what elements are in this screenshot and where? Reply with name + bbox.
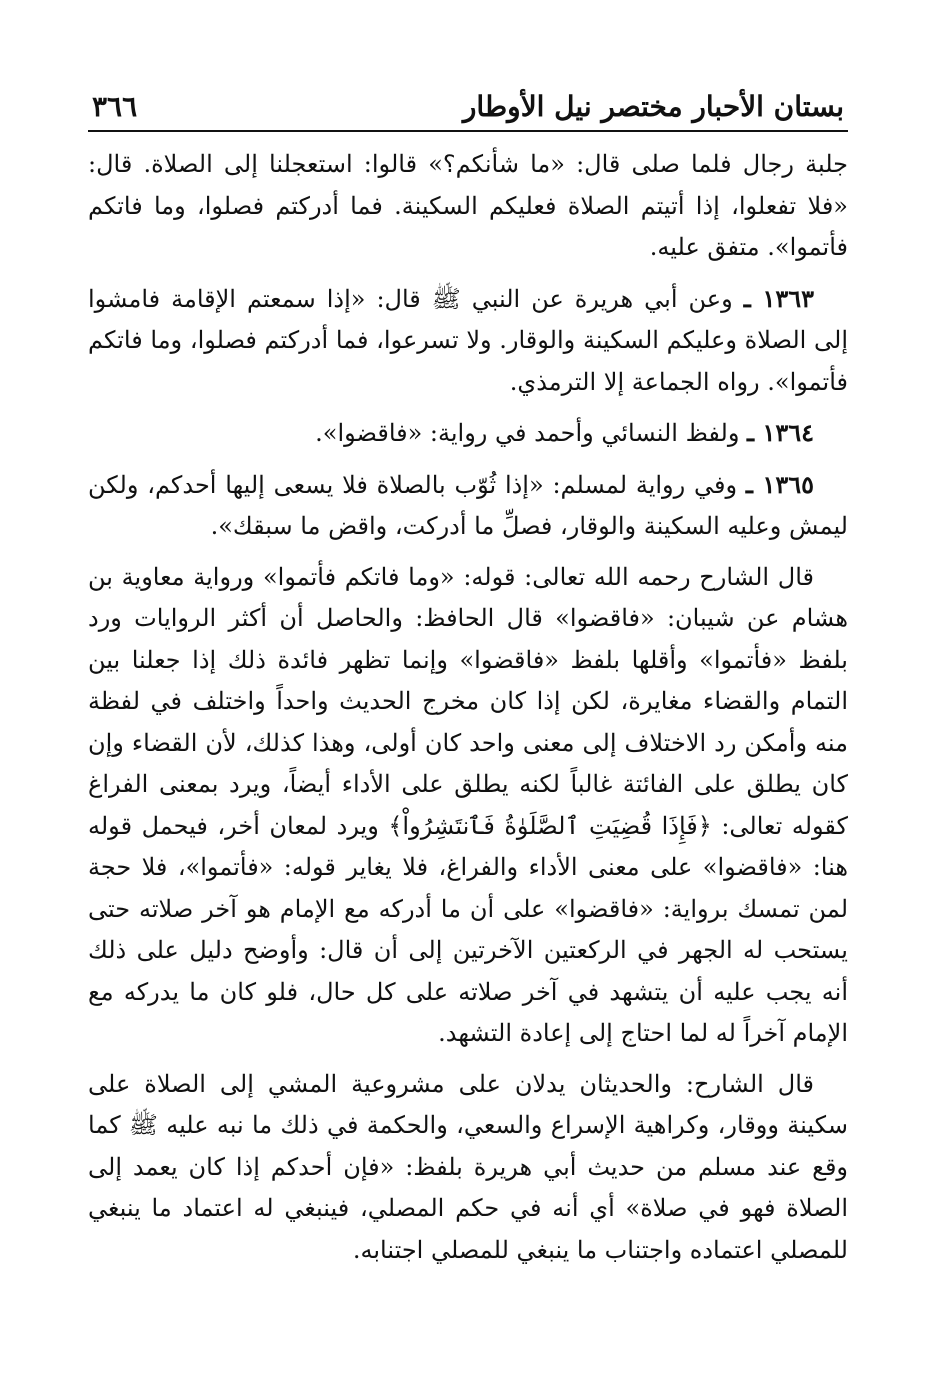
hadith-number: ١٣٦٣ ـ [743,283,815,313]
paragraph-text: جلبة رجال فلما صلى قال: «ما شأنكم؟» قالوا: استعجلنا إلى الصلاة. قال: «فلا تفعلوا، إذا أتيتم الصلاة فعليكم السكينة. فما أدركتم فصلوا، وما فاتكم فأتموا». متفق عليه. [88,150,848,261]
paragraph-text: قال الشارح: والحديثان يدلان على مشروعية المشي إلى الصلاة على سكينة ووقار، وكراهية الإسراع والسعي، والحكمة في ذلك ما نبه عليه ﷺ كما وقع عند مسلم من حديث أبي هريرة بلفظ: «فإن أحدكم إذا كان يعمد إلى الصلاة فهو في صلاة» أي أنه في حكم المصلي، فينبغي له اعتماد ما ينبغي للمصلي اعتماده واجتناب ما ينبغي للمصلي اجتنابه. [88,1069,849,1264]
page-number: ٣٦٦ [92,90,138,124]
page-body [88,132,848,1271]
hadith-number: ١٣٦٤ ـ [747,418,814,447]
hadith-1364 [88,412,848,455]
commentary-paragraph [88,557,848,1055]
page-header [88,78,848,132]
running-title: بستان الأحبار مختصر نيل الأوطار [462,90,844,124]
hadith-number: ١٣٦٥ ـ [745,469,815,499]
book-page [88,78,848,1280]
commentary-paragraph [88,1064,848,1272]
hadith-1363 [88,278,848,404]
paragraph-continuation [88,144,848,269]
paragraph-text: وعن أبي هريرة عن النبي ﷺ قال: «إذا سمعتم الإقامة فامشوا إلى الصلاة وعليكم السكينة والوقار. ولا تسرعوا، فما أدركتم فصلوا، وما فاتكم فأتموا». رواه الجماعة إلا الترمذي. [88,284,848,396]
paragraph-text: ولفظ النسائي وأحمد في رواية: «فاقضوا». [315,419,748,447]
paragraph-text: وفي رواية لمسلم: «إذا ثُوّب بالصلاة فلا يسعى إليها أحدكم، ولكن ليمش وعليه السكينة والوقار، فصلِّ ما أدركت، واقض ما سبقك». [88,470,848,540]
paragraph-text: قال الشارح رحمه الله تعالى: قوله: «وما فاتكم فأتموا» ورواية معاوية بن هشام عن شيبان: «فاقضوا» قال الحافظ: والحاصل أن أكثر الروايات ورد بلفظ «فأتموا» وأقلها بلفظ «فاقضوا» وإنما تظهر فائدة ذلك إذا جعلنا بين التمام والقضاء مغايرة، لكن إذا كان مخرج الحديث واحداً واختلف في لفظة منه وأمكن رد الاختلاف إلى معنى واحد كان أولى، وهذا كذلك، لأن القضاء وإن كان يطلق على الفائتة غالباً لكنه يطلق على الأداء أيضاً، ويرد بمعنى الفراغ كقوله تعالى: ﴿فَإِذَا قُضِيَتِ ٱلصَّلَوٰةُ فَٱنتَشِرُواْ﴾ ويرد لمعان أخر، فيحمل قوله هنا: «فاقضوا» على معنى الأداء والفراغ، فلا يغاير قوله: «فأتموا»، فلا حجة لمن تمسك برواية: «فاقضوا» على أن ما أدركه مع الإمام هو آخر صلاته حتى يستحب له الجهر في الركعتين الآخرتين إلى أن قال: وأوضح دليل على ذلك أنه يجب عليه أن يتشهد في آخر صلاته على كل حال، فلو كان ما يدركه مع الإمام آخراً له لما احتاج إلى إعادة التشهد. [88,562,848,1047]
hadith-1365 [88,464,848,548]
